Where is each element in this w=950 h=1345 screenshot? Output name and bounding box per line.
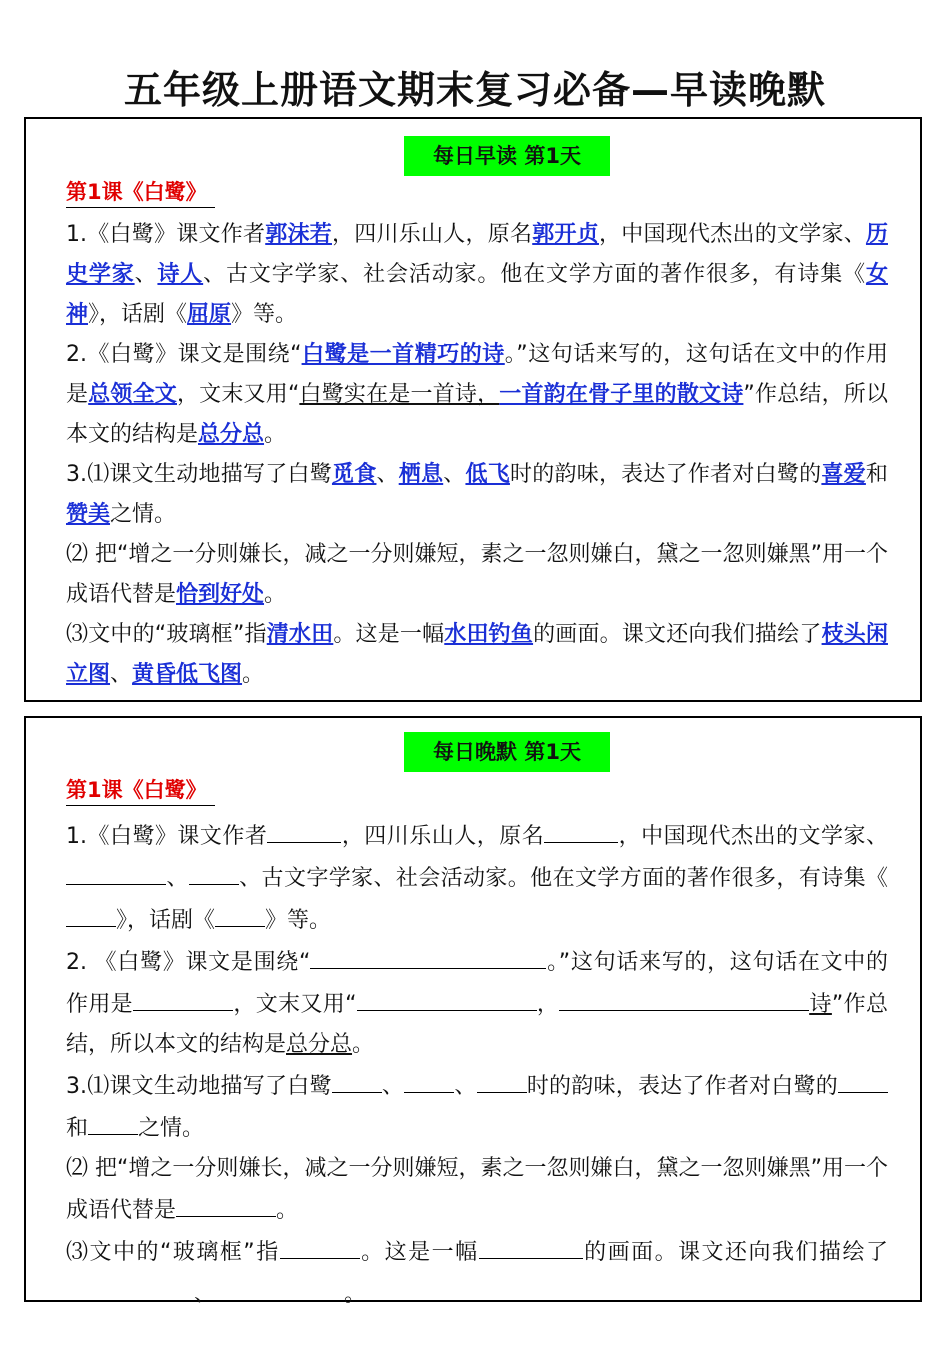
evening-item-5: ⑶文中的“玻璃框”指 。这是一幅 的画面。课文还向我们描绘了、 。 — [66, 1231, 888, 1315]
answer: 恰到好处 — [176, 582, 265, 607]
blank-suffix: 诗 — [809, 992, 832, 1017]
fill-blank[interactable] — [477, 1065, 527, 1093]
fill-blank[interactable] — [215, 899, 265, 927]
fill-blank[interactable] — [176, 1189, 276, 1217]
answer: 一首韵在骨子里的散文诗 — [499, 382, 744, 407]
fill-blank[interactable] — [267, 815, 341, 843]
morning-lesson-title: 第1课《白鹭》 — [66, 177, 215, 208]
answer: 白鹭是一首精巧的诗 — [301, 342, 505, 367]
fill-blank[interactable] — [189, 857, 239, 885]
evening-day-badge: 每日晚默 第1天 — [404, 732, 610, 772]
answer: 喜爱 — [821, 462, 866, 487]
fill-blank[interactable] — [66, 857, 166, 885]
answer: 屈原 — [187, 302, 232, 327]
structure-answer: 总分总 — [286, 1032, 353, 1057]
answer: 低飞 — [465, 462, 510, 487]
fill-blank[interactable] — [332, 1065, 382, 1093]
answer: 历史学家 — [66, 222, 888, 287]
evening-item-1: 1.《白鹭》课文作者 ，四川乐山人，原名 ，中国现代杰出的文学家、、 、古文字学家、社会活动家。他在文学方面的著作很多，有诗集《》，话剧《 》等。 — [66, 815, 888, 941]
morning-item-2: 2.《白鹭》课文是围绕“白鹭是一首精巧的诗。”这句话来写的，这句话在文中的作用是总领全文，文末又用“白鹭实在是一首诗，一首韵在骨子里的散文诗”作总结，所以本文的结构是总分总。 — [66, 342, 888, 447]
answer: 水田钓鱼 — [444, 622, 534, 647]
fill-blank[interactable] — [357, 983, 537, 1011]
fill-blank[interactable] — [66, 1273, 194, 1301]
fill-blank[interactable] — [216, 1273, 344, 1301]
fill-blank[interactable] — [133, 983, 233, 1011]
answer: 黄昏低飞图 — [132, 662, 243, 687]
morning-content — [66, 215, 888, 695]
answer: 枝头闲立图 — [66, 622, 888, 687]
fill-blank[interactable] — [404, 1065, 454, 1093]
evening-content — [66, 815, 888, 1315]
evening-dictation-section — [24, 716, 922, 1307]
answer: 诗人 — [157, 262, 204, 287]
answer: 郭沫若 — [265, 222, 332, 247]
evening-lesson-title: 第1课《白鹭》 — [66, 775, 215, 806]
fill-blank[interactable] — [66, 899, 116, 927]
answer: 总领全文 — [88, 382, 177, 407]
answer: 觅食 — [331, 462, 377, 487]
answer: 清水田 — [266, 622, 334, 647]
fill-blank[interactable] — [544, 815, 618, 843]
answer: 栖息 — [398, 462, 444, 487]
answer: 赞美 — [66, 502, 111, 527]
page-title: 五年级上册语文期末复习必备—早读晚默 — [123, 68, 826, 112]
morning-item-3: 3.⑴课文生动地描写了白鹭觅食、栖息、低飞时的韵味，表达了作者对白鹭的喜爱和赞美之情。 — [66, 462, 888, 527]
quote-underlined: 白鹭实在是一首诗， — [299, 382, 500, 407]
morning-item-4: ⑵ 把“增之一分则嫌长，减之一分则嫌短，素之一忽则嫌白，黛之一忽则嫌黑”用一个成语代替是恰到好处。 — [66, 542, 888, 607]
answer: 女神 — [66, 262, 888, 327]
evening-item-2: 2. 《白鹭》课文是围绕“ 。”这句话来写的，这句话在文中的作用是 ，文末又用“ ， 诗”作总结，所以本文的结构是总分总。 — [66, 941, 888, 1065]
fill-blank[interactable] — [479, 1231, 583, 1259]
fill-blank[interactable] — [280, 1231, 360, 1259]
morning-day-badge: 每日早读 第1天 — [404, 136, 610, 176]
morning-item-5: ⑶文中的“玻璃框”指清水田。这是一幅水田钓鱼的画面。课文还向我们描绘了枝头闲立图、黄昏低飞图。 — [66, 622, 888, 687]
fill-blank[interactable] — [88, 1107, 138, 1135]
evening-item-4: ⑵ 把“增之一分则嫌长，减之一分则嫌短，素之一忽则嫌白，黛之一忽则嫌黑”用一个成语代替是 。 — [66, 1156, 888, 1223]
fill-blank[interactable] — [310, 941, 546, 969]
morning-reading-section — [24, 117, 922, 702]
fill-blank[interactable] — [838, 1065, 888, 1093]
evening-item-3: 3.⑴课文生动地描写了白鹭 、 、 时的韵味，表达了作者对白鹭的和 之情。 — [66, 1065, 888, 1149]
answer: 总分总 — [198, 422, 265, 447]
morning-item-1: 1.《白鹭》课文作者郭沫若，四川乐山人，原名郭开贞，中国现代杰出的文学家、历史学家、诗人、古文字学家、社会活动家。他在文学方面的著作很多，有诗集《女神》，话剧《屈原》等。 — [66, 222, 888, 327]
answer: 郭开贞 — [532, 222, 599, 247]
fill-blank[interactable] — [559, 983, 809, 1011]
